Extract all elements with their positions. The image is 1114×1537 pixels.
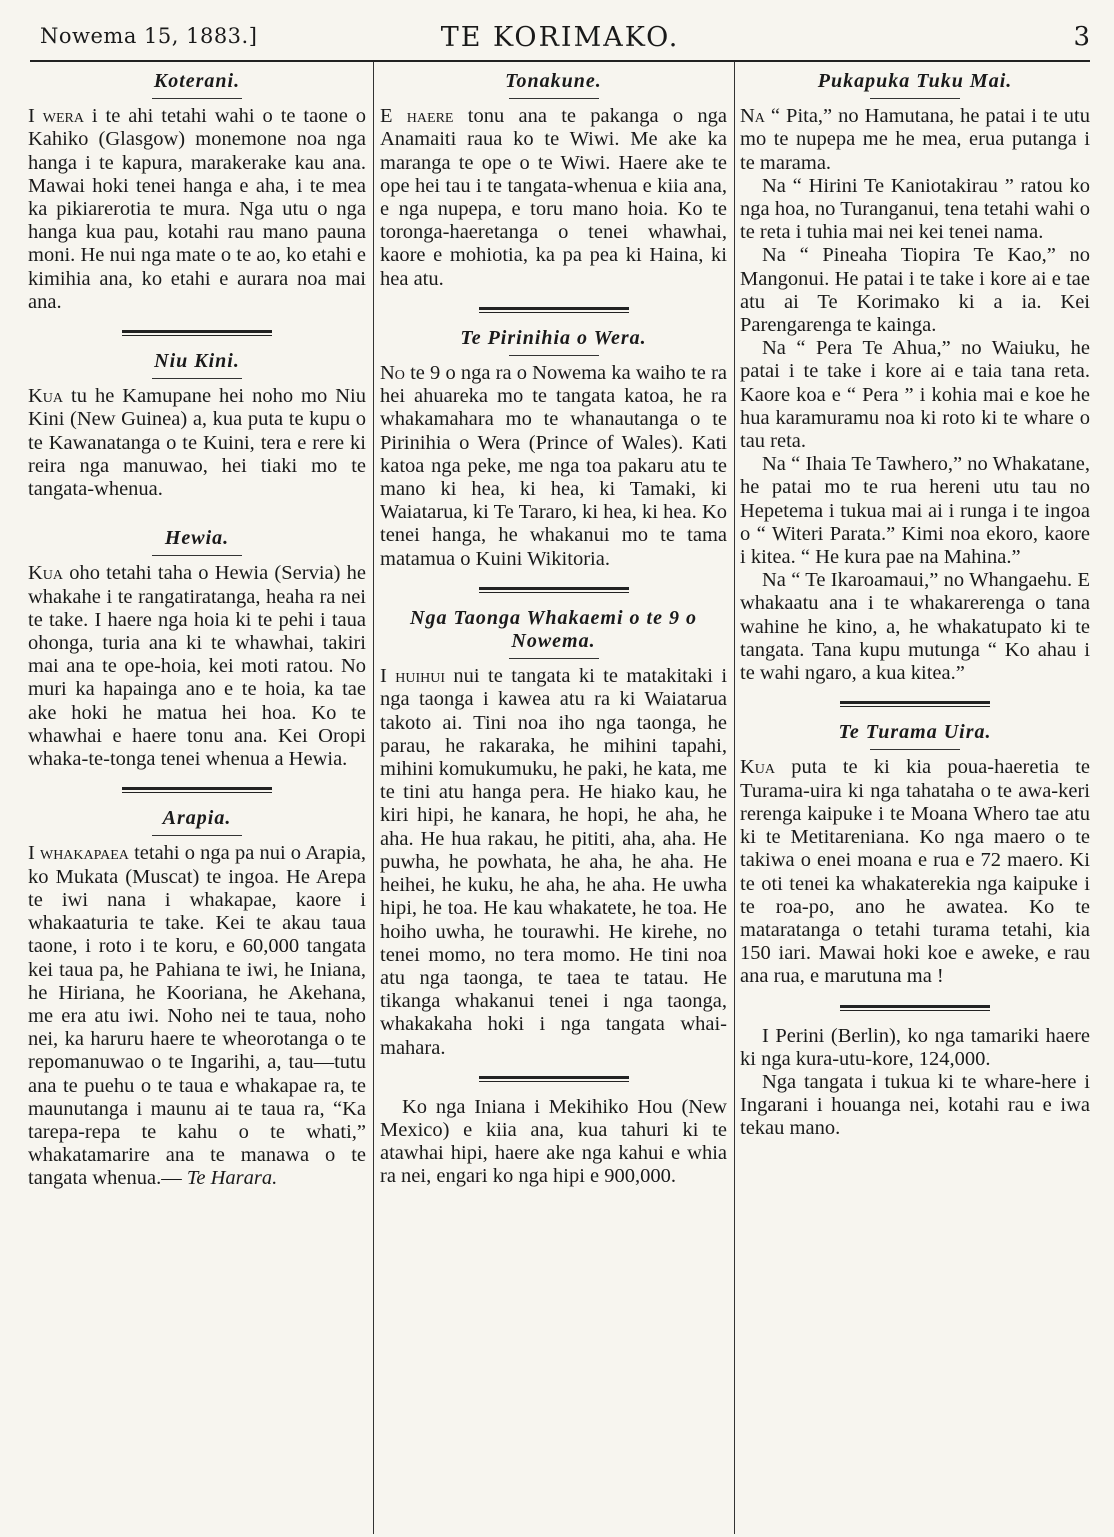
article-heading: Nga Taonga Whakaemi o te 9 o Nowema. bbox=[380, 607, 727, 659]
article-iniana bbox=[380, 1096, 727, 1189]
article-taonga bbox=[380, 607, 727, 1060]
article-heading: Te Turama Uira. bbox=[740, 721, 1090, 750]
article-body: Ko nga Iniana i Mekihiko Hou (New Mexico) e kiia ana, kua tahuri ki te atawhai hipi, haere ake nga kahui e whia ra nei, engari ko nga hipi e 900,000. bbox=[380, 1095, 727, 1188]
article-body: I whakapaea tetahi o nga pa nui o Arapia, ko Mukata (Muscat) te ingoa. He Arepa te iwi nana i whakapae, kaore i whakaaturia te take. Kei te akau taua taone, i roto i te koru, e 60,000 tangata kei taua pa, he Pahiana te iwi, he Iniana, he Hiriana, he Kooriana, he Akehana, me era atu iwi. Noho nei te taua, noho nei, ka haruru haere te wheorotanga o te repomanuwao o te Ingarihi, a, tau—tutu ana te puehu o te taua e whakapae ra, te maunutanga i maunu ai te taua ra, “Ka tarepa-repa te kahu o te whati,” whakatamarire ana te manawa o te tangata whenua.— Te Harara. bbox=[28, 842, 366, 1190]
article-heading: Te Pirinihia o Wera. bbox=[380, 327, 727, 356]
separator-rule bbox=[840, 1005, 990, 1011]
column-1 bbox=[28, 70, 366, 1530]
article-heading: Arapia. bbox=[28, 807, 366, 836]
article-heading: Koterani. bbox=[28, 70, 366, 99]
article-heading: Hewia. bbox=[28, 527, 366, 556]
page-header bbox=[30, 22, 1090, 56]
article-body: I Perini (Berlin), ko nga tamariki haere ki nga kura-utu-kore, 124,000. bbox=[740, 1024, 1090, 1070]
article-body: Kua oho tetahi taha o Hewia (Servia) he whakahe i te rangatiratanga, heaha ra nei te take. I haere nga hoia ki te pehi i taua ohonga, turia ana ki te whawhai, takiri mai ana te ope-hoia, kei moti ratou. No muri ka hapainga ano e te hoia, ka tae ake hoki he matua hei hoa. Ko te whawhai e haere tonu ana. Kei Oropi whaka-te-tonga tenei whenua a Hewia. bbox=[28, 562, 366, 771]
separator-rule bbox=[479, 307, 629, 313]
article-body: Na “ Pita,” no Hamutana, he patai i te utu mo te nupepa me he mea, erua putanga i te marama. bbox=[740, 105, 1090, 174]
article-heading: Niu Kini. bbox=[28, 350, 366, 379]
article-tonakune bbox=[380, 70, 727, 291]
article-body: I wera i te ahi tetahi wahi o te taone o Kahiko (Glasgow) monemone noa nga hanga i te kapura, marakerake kau ana. Mawai hoki tenei hanga e aha, i te mea ka pikiarerotia te mura. Nga utu o nga hanga kua pau, kotahi rau mano pauna moni. He nui nga mate o te ao, ko etahi e kimihia ana, ko etahi e aurara noa mai ana. bbox=[28, 105, 366, 313]
article-body: Kua puta te ki kia poua-haeretia te Turama-uira ki nga tahataha o te awa-keri rerenga kaipuke i te Moana Whero tae atu ki te Metitareniana. Ko nga maero o te takiwa o enei moana e rua e 72 maero. Ki te oti tenei ka whakaterekia nga kaipuke i te roa-po, ano he awatea. Ko te mataratanga o tetahi turama tetahi, kia 150 iari. Mawai hoki koe e aweke, e rau ana rua, e marutuna ma ! bbox=[740, 756, 1090, 988]
article-pirinihia bbox=[380, 327, 727, 571]
separator-rule bbox=[122, 330, 272, 336]
article-body: Na “ Ihaia Te Tawhero,” no Whakatane, he patai mo te rua hereni utu tau no Hepetema i tukua mai ai i runga i te ingoa o “ Witeri Parata.” Kimi noa ekoro, kaore i kitea. “ He kura pae na Mahina.” bbox=[740, 453, 1090, 569]
separator-rule bbox=[840, 701, 990, 707]
article-body: Kua tu he Kamupane hei noho mo Niu Kini (New Guinea) a, kua puta te kupu o te Kawanatanga o te Kuini, tera e rere ki reira nga manuwao, hei tiaki mo te tangata-whenua. bbox=[28, 385, 366, 501]
separator-rule bbox=[122, 787, 272, 793]
page-number: 3 bbox=[1073, 22, 1090, 52]
article-hewia bbox=[28, 527, 366, 771]
article-arapia bbox=[28, 807, 366, 1190]
separator-rule bbox=[479, 587, 629, 593]
article-heading: Pukapuka Tuku Mai. bbox=[740, 70, 1090, 99]
header-rule bbox=[30, 60, 1090, 62]
newspaper-title: TE KORIMAKO. bbox=[440, 22, 680, 53]
column-divider bbox=[373, 62, 374, 1534]
article-body: E haere tonu ana te pakanga o nga Anamaiti raua ko te Wiwi. Me ake ka maranga te ope o te Wiwi. Haere ake te ope hei tau i te tangata-whenua e kiia ana, e nga nupepa, e toru mano hoia. Ko te toronga-haeretanga o tenei whawhai, kaore e mohiotia, ka pa pea ki Haina, ki hea atu. bbox=[380, 105, 727, 290]
separator-rule bbox=[479, 1076, 629, 1082]
article-body: Nga tangata i tukua ki te whare-here i Ingarani i houanga nei, kotahi rau e iwa tekau mano. bbox=[740, 1070, 1090, 1140]
column-3 bbox=[740, 70, 1090, 1530]
article-heading: Tonakune. bbox=[380, 70, 727, 99]
article-body: Na “ Pera Te Ahua,” no Waiuku, he patai i te take i kore ai e taia tana reta. Kaore koa e “ Pera ” i kohia mai e koe he hua karamuramu noa ki roto ki te whare o tau reta. bbox=[740, 337, 1090, 453]
article-perini bbox=[740, 1025, 1090, 1141]
article-credit: Te Harara. bbox=[186, 1167, 278, 1190]
article-koterani bbox=[28, 70, 366, 314]
column-divider bbox=[734, 62, 735, 1534]
article-body: I huihui nui te tangata ki te matakitaki i nga taonga i kawea atu ra ki Waiatarua takoto ai. Tini noa iho nga taonga, he parau, he rakaraka, he mihini tapahi, mihini komukumuku, he paki, he kata, me te tini atu hanga pera. He hiako kau, he kiri hipi, he kanara, he hopi, he aha, he aha. He hua rakau, he pititi, aha, aha. He puwha, he powhata, he aha, he aha. He heihei, he kuku, he aha, he aha. He uwha hipi, he toa. He kau whakatete, he toa. He hoiho uwha, he tourawhi. He kirehe, no tenei momo, no tera momo. He tini noa atu nga taonga, te taea te tatau. He tikanga whakanui tenei i nga taonga, whakakaha hoki i nga tangata whai-mahara. bbox=[380, 665, 727, 1059]
article-turama bbox=[740, 721, 1090, 988]
article-body: Na “ Pineaha Tiopira Te Kao,” no Mangonui. He patai i te take i kore ai e tae atu ai Te Korimako ki a ia. Kei Parengarenga te kainga. bbox=[740, 244, 1090, 337]
article-body: Na “ Hirini Te Kaniotakirau ” ratou ko nga hoa, no Turanganui, tena tetahi wahi o te reta i tuhia mai nei kei tenei nama. bbox=[740, 174, 1090, 244]
article-body: No te 9 o nga ra o Nowema ka waiho te ra hei ahuareka mo te tangata katoa, he ra whakamahara mo te whanautanga o te Pirinihia o Wera (Prince of Wales). Kati katoa nga peke, me nga toa pakaru atu te mano ki hea, ki hea, ki Tamaki, ki Waiatarua, ki Te Tararo, ki hea, ki hea. Ko tenei hanga, he whakanui mo te tama matamua o Kuini Wikitoria. bbox=[380, 362, 727, 570]
article-body: Na “ Te Ikaroamaui,” no Whangaehu. E whakaatu ana i te whakarerenga o tana wahine he kino, a, he whakatupato ki te tangata. Tana kupu mutunga “ Ko ahau i te wahi ngaro, a kua kitea.” bbox=[740, 569, 1090, 685]
article-niu-kini bbox=[28, 350, 366, 501]
issue-date: Nowema 15, 1883.] bbox=[40, 24, 258, 48]
column-2 bbox=[380, 70, 727, 1530]
article-pukapuka bbox=[740, 70, 1090, 685]
